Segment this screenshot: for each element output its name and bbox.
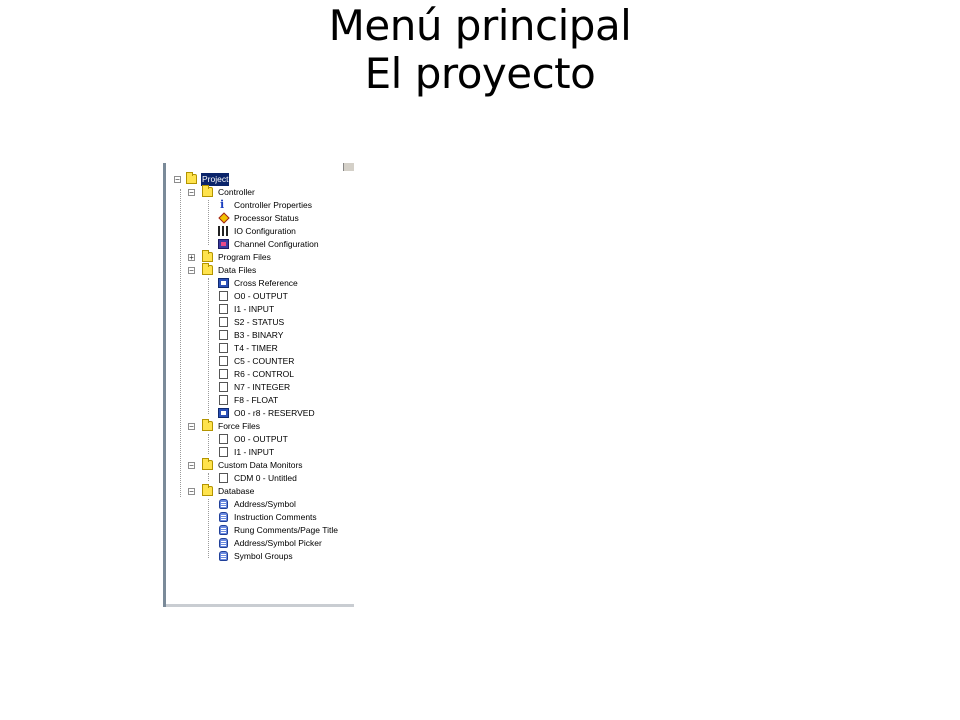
tree-item-label: B3 - BINARY <box>234 330 284 340</box>
tree-item-data-file[interactable] <box>166 303 354 316</box>
tree-item-label: Address/Symbol <box>234 499 296 509</box>
tree-item-label: Rung Comments/Page Title <box>234 525 338 535</box>
tree-item-label: Force Files <box>218 421 261 431</box>
tree-item-label: F8 - FLOAT <box>234 395 279 405</box>
slide-title-line1: Menú principal <box>328 1 632 50</box>
info-icon <box>218 200 229 210</box>
tree-item-reserved[interactable] <box>166 407 354 420</box>
database-icon <box>219 551 228 561</box>
database-icon <box>219 512 228 522</box>
tree-item-controller-properties[interactable] <box>166 199 354 212</box>
tree-item-label: IO Configuration <box>234 226 296 236</box>
tree-item-processor-status[interactable] <box>166 212 354 225</box>
tree-item-label: Instruction Comments <box>234 512 317 522</box>
document-icon <box>219 447 228 457</box>
tree-item-channel-configuration[interactable] <box>166 238 354 251</box>
tree-item-database-entry[interactable] <box>166 550 354 563</box>
tree-item-database-entry[interactable] <box>166 537 354 550</box>
collapse-toggle[interactable]: − <box>189 487 194 496</box>
document-icon <box>219 304 228 314</box>
tree-item-data-file[interactable] <box>166 381 354 394</box>
project-tree-panel <box>163 163 354 607</box>
tree-item-label: S2 - STATUS <box>234 317 285 327</box>
tree-item-label: Data Files <box>218 265 257 275</box>
tree-item-label: O0 - r8 - RESERVED <box>234 408 315 418</box>
processor-status-icon <box>218 213 229 223</box>
tree-item-data-file[interactable] <box>166 368 354 381</box>
tree-item-label: I1 - INPUT <box>234 447 275 457</box>
folder-icon <box>186 174 197 184</box>
document-icon <box>219 395 228 405</box>
tree-item-label: Controller Properties <box>234 200 312 210</box>
tree-item-label: T4 - TIMER <box>234 343 278 353</box>
expand-toggle[interactable]: + <box>189 253 194 262</box>
tree-item-label: Channel Configuration <box>234 239 319 249</box>
collapse-toggle[interactable]: − <box>189 188 194 197</box>
folder-icon <box>202 265 213 275</box>
io-configuration-icon <box>218 226 229 236</box>
database-icon <box>219 538 228 548</box>
tree-item-data-file[interactable] <box>166 355 354 368</box>
tree-item-label: Database <box>218 486 255 496</box>
database-icon <box>219 499 228 509</box>
document-icon <box>219 382 228 392</box>
collapse-toggle[interactable]: − <box>175 175 180 184</box>
tree-item-cdm[interactable] <box>166 472 354 485</box>
tree-item-label: CDM 0 - Untitled <box>234 473 297 483</box>
tree-item-database-entry[interactable] <box>166 511 354 524</box>
tree-item-label: O0 - OUTPUT <box>234 291 288 301</box>
panel-bottom-edge <box>166 604 354 607</box>
tree-item-program-files[interactable] <box>166 251 354 264</box>
folder-icon <box>202 252 213 262</box>
slide-title-line2: El proyecto <box>364 49 596 98</box>
tree-item-label: Processor Status <box>234 213 299 223</box>
tree-item-database-entry[interactable] <box>166 498 354 511</box>
tree-item-label: Controller <box>218 187 255 197</box>
document-icon <box>219 434 228 444</box>
document-icon <box>219 291 228 301</box>
collapse-toggle[interactable]: − <box>189 461 194 470</box>
slide-title <box>0 2 960 98</box>
tree-item-controller[interactable] <box>166 186 354 199</box>
scrollbar-stub[interactable] <box>343 163 354 171</box>
tree-item-label: Project <box>202 174 229 184</box>
folder-icon <box>202 460 213 470</box>
tree-item-force-files[interactable] <box>166 420 354 433</box>
tree-item-label: N7 - INTEGER <box>234 382 291 392</box>
document-icon <box>219 317 228 327</box>
document-icon <box>219 330 228 340</box>
tree-item-cross-reference[interactable] <box>166 277 354 290</box>
channel-configuration-icon <box>218 239 229 249</box>
tree-item-data-file[interactable] <box>166 316 354 329</box>
tree-item-label: Address/Symbol Picker <box>234 538 322 548</box>
tree-item-custom-data-monitors[interactable] <box>166 459 354 472</box>
tree-item-data-files[interactable] <box>166 264 354 277</box>
document-icon <box>219 356 228 366</box>
tree-item-label: Program Files <box>218 252 271 262</box>
database-icon <box>219 525 228 535</box>
tree-item-io-configuration[interactable] <box>166 225 354 238</box>
reserved-icon <box>218 408 229 418</box>
tree-item-project[interactable] <box>166 173 354 186</box>
folder-icon <box>202 187 213 197</box>
tree-item-label: Cross Reference <box>234 278 298 288</box>
document-icon <box>219 343 228 353</box>
tree-item-data-file[interactable] <box>166 342 354 355</box>
cross-reference-icon <box>218 278 229 288</box>
tree-item-data-file[interactable] <box>166 290 354 303</box>
tree-item-label: O0 - OUTPUT <box>234 434 288 444</box>
tree-item-label: Custom Data Monitors <box>218 460 303 470</box>
tree-item-label: Symbol Groups <box>234 551 293 561</box>
collapse-toggle[interactable]: − <box>189 422 194 431</box>
tree-item-label: C5 - COUNTER <box>234 356 295 366</box>
tree-item-data-file[interactable] <box>166 394 354 407</box>
tree-item-label: I1 - INPUT <box>234 304 275 314</box>
tree-item-database-entry[interactable] <box>166 524 354 537</box>
tree-item-data-file[interactable] <box>166 329 354 342</box>
folder-icon <box>202 421 213 431</box>
document-icon <box>219 473 228 483</box>
tree-item-label: R6 - CONTROL <box>234 369 294 379</box>
document-icon <box>219 369 228 379</box>
tree-item-database[interactable] <box>166 485 354 498</box>
project-tree <box>166 173 354 563</box>
tree-item-force-file[interactable] <box>166 446 354 459</box>
collapse-toggle[interactable]: − <box>189 266 194 275</box>
folder-icon <box>202 486 213 496</box>
tree-item-force-file[interactable] <box>166 433 354 446</box>
